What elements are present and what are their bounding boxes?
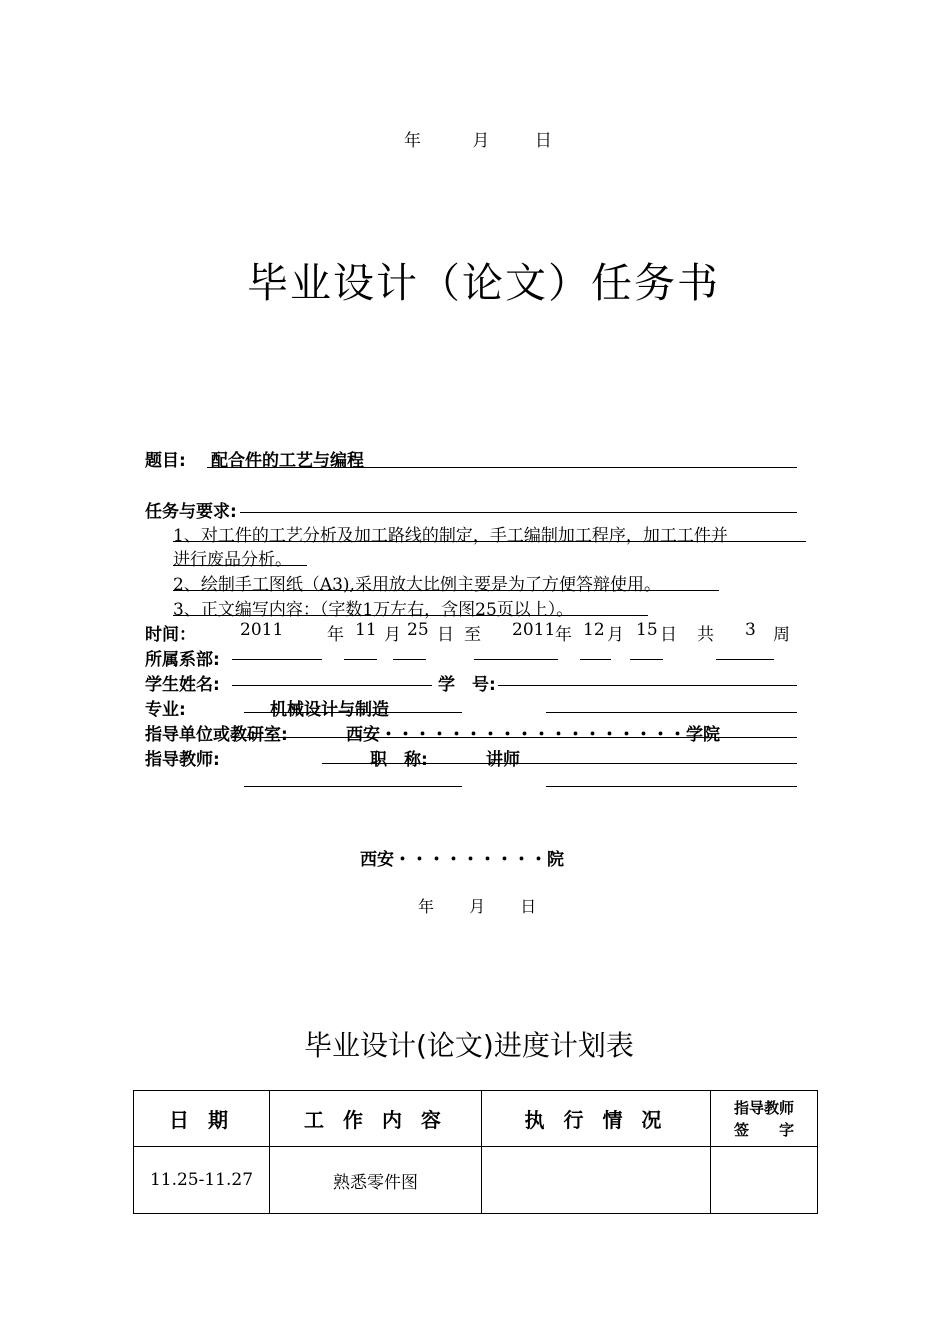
row-status bbox=[482, 1147, 711, 1214]
task-item-1-line-2-underline bbox=[173, 565, 307, 566]
department-field-4 bbox=[474, 659, 558, 660]
school-name: 西安・・・・・・・・・院 bbox=[360, 850, 564, 870]
header-date: 日 期 bbox=[134, 1091, 270, 1147]
time-end-month-char: 月 bbox=[607, 625, 624, 645]
time-week-char: 周 bbox=[773, 625, 790, 645]
department-field-2 bbox=[344, 659, 377, 660]
header-sign-line-1: 指导教师 bbox=[733, 1098, 794, 1117]
bottom-date-day: 日 bbox=[520, 897, 537, 916]
task-item-2: 2、绘制手工图纸（A3),采用放大比例主要是为了方便答辩使用。 bbox=[173, 575, 661, 595]
time-day-char: 日 bbox=[437, 625, 454, 645]
time-end-year-char: 年 bbox=[555, 625, 572, 645]
task-item-1-line-1-underline bbox=[173, 541, 806, 542]
bottom-date-month: 月 bbox=[469, 897, 486, 916]
header-content: 工 作 内 容 bbox=[270, 1091, 482, 1147]
department-field-5 bbox=[580, 659, 611, 660]
student-id-field bbox=[498, 685, 797, 686]
time-weeks: 3 bbox=[745, 620, 756, 640]
top-date-year: 年 bbox=[404, 131, 421, 151]
time-month-char: 月 bbox=[384, 625, 401, 645]
topic-label: 题目: bbox=[145, 451, 186, 471]
time-to: 至 bbox=[464, 625, 481, 645]
tasks-underline bbox=[240, 512, 797, 513]
bottom-date bbox=[418, 894, 536, 917]
unit-value: 西安・・・・・・・・・・・・・・・・・・学院 bbox=[346, 725, 720, 745]
task-item-3-underline bbox=[173, 615, 648, 616]
teacher-title-label: 职 称: bbox=[370, 750, 428, 770]
plan-header-row bbox=[134, 1091, 818, 1147]
topic-underline bbox=[207, 467, 797, 468]
time-total: 共 bbox=[697, 625, 714, 645]
unit-label: 指导单位或教研室: bbox=[145, 725, 288, 745]
topic-value: 配合件的工艺与编程 bbox=[211, 451, 364, 471]
major-underline bbox=[244, 712, 462, 713]
teacher-underline bbox=[322, 763, 797, 764]
header-sign-line-2: 签 字 bbox=[733, 1120, 794, 1139]
department-field-7 bbox=[716, 659, 774, 660]
time-end-year: 2011 bbox=[512, 620, 556, 640]
top-date-day: 日 bbox=[534, 131, 552, 151]
major-field-right bbox=[546, 712, 797, 713]
major-value: 机械设计与制造 bbox=[270, 700, 389, 720]
bottom-date-year: 年 bbox=[418, 897, 435, 916]
plan-table bbox=[133, 1090, 818, 1214]
department-field-6 bbox=[630, 659, 663, 660]
plan-title: 毕业设计(论文)进度计划表 bbox=[304, 1029, 634, 1062]
row-sign bbox=[711, 1147, 818, 1214]
row-content: 熟悉零件图 bbox=[270, 1147, 482, 1214]
time-end-day: 15 bbox=[636, 620, 658, 640]
row-date: 11.25-11.27 bbox=[134, 1147, 270, 1214]
top-date bbox=[404, 126, 552, 151]
student-name-label: 学生姓名: bbox=[145, 675, 220, 695]
time-start-year: 2011 bbox=[240, 620, 284, 640]
task-item-1-line-1: 1、对工件的工艺分析及加工路线的制定，手工编制加工程序，加工工件并 bbox=[173, 526, 728, 546]
time-label: 时间： bbox=[145, 625, 196, 645]
time-start-month: 11 bbox=[355, 620, 377, 640]
teacher-label: 指导教师: bbox=[145, 750, 220, 770]
teacher-title-value: 讲师 bbox=[486, 750, 520, 770]
student-id-label: 学 号: bbox=[438, 675, 496, 695]
time-year-char: 年 bbox=[327, 625, 344, 645]
department-field-1 bbox=[232, 659, 322, 660]
page-title: 毕业设计（论文）任务书 bbox=[247, 259, 720, 307]
time-end-day-char: 日 bbox=[660, 625, 677, 645]
header-status: 执 行 情 况 bbox=[482, 1091, 711, 1147]
time-end-month: 12 bbox=[583, 620, 605, 640]
table-row bbox=[134, 1147, 818, 1214]
task-item-2-underline bbox=[173, 590, 719, 591]
department-field-3 bbox=[393, 659, 426, 660]
unit-underline bbox=[232, 737, 797, 738]
top-date-month: 月 bbox=[472, 131, 490, 151]
department-label: 所属系部: bbox=[145, 650, 220, 670]
student-name-field bbox=[232, 685, 432, 686]
extra-field-right bbox=[546, 786, 797, 787]
task-item-1-line-2: 进行废品分析。 bbox=[173, 550, 292, 570]
time-start-day: 25 bbox=[407, 620, 429, 640]
header-sign bbox=[711, 1091, 818, 1147]
major-label: 专业: bbox=[145, 700, 186, 720]
tasks-label: 任务与要求: bbox=[145, 502, 237, 522]
extra-field-left bbox=[244, 786, 462, 787]
task-item-3: 3、正文编写内容：（字数1万左右，含图25页以上）。 bbox=[173, 600, 574, 620]
